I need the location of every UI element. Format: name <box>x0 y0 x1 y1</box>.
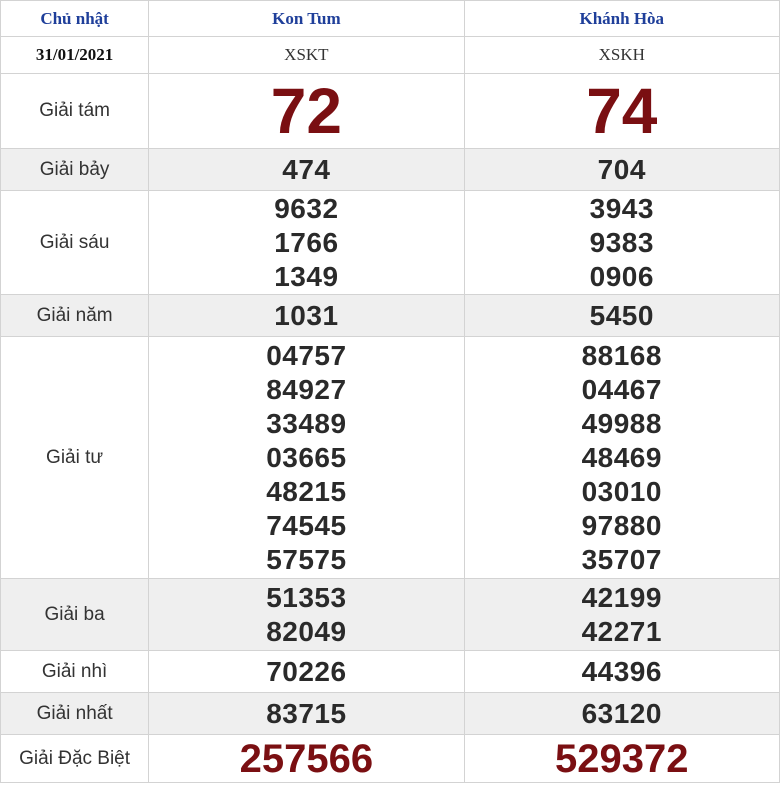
prize-number: 63120 <box>581 697 662 729</box>
prize-cell-giai-nhat-khanh-hoa <box>464 693 779 735</box>
draw-date: 31/01/2021 <box>1 37 149 74</box>
prize-cell-giai-bay-khanh-hoa <box>464 149 779 191</box>
province-code-khanh-hoa: XSKH <box>464 37 779 74</box>
prize-label-giai-bay: Giải bảy <box>1 149 149 191</box>
prize-number: 48469 <box>581 441 662 473</box>
prize-cell-giai-dac-biet-khanh-hoa <box>464 735 779 783</box>
prize-number: 44396 <box>581 655 662 687</box>
prize-number: 04467 <box>581 373 662 405</box>
prize-row-giai-bay <box>1 149 780 191</box>
prize-cell-giai-sau-kon-tum <box>149 191 464 295</box>
prize-row-giai-nhat <box>1 693 780 735</box>
prize-number: 03010 <box>581 475 662 507</box>
prize-number: 1766 <box>274 226 339 258</box>
prize-cell-giai-nam-khanh-hoa <box>464 295 779 337</box>
prize-number: 33489 <box>266 407 347 439</box>
prize-cell-giai-nhi-khanh-hoa <box>464 651 779 693</box>
prize-cell-giai-ba-khanh-hoa <box>464 579 779 651</box>
prize-number: 48215 <box>266 475 347 507</box>
prize-number: 04757 <box>266 339 347 371</box>
prize-cell-giai-nhi-kon-tum <box>149 651 464 693</box>
prize-row-giai-ba <box>1 579 780 651</box>
day-of-week: Chủ nhật <box>1 1 149 37</box>
prize-row-giai-nhi <box>1 651 780 693</box>
prize-number: 74 <box>586 75 658 147</box>
prize-cell-giai-tam-khanh-hoa <box>464 74 779 149</box>
special-prize-number: 529372 <box>555 736 689 781</box>
prize-number: 84927 <box>266 373 347 405</box>
prize-number: 704 <box>597 153 646 185</box>
prize-number: 57575 <box>266 543 347 575</box>
prize-number: 9632 <box>274 192 339 224</box>
prize-cell-giai-ba-kon-tum <box>149 579 464 651</box>
prize-label-giai-sau: Giải sáu <box>1 191 149 295</box>
prize-label-giai-nam: Giải năm <box>1 295 149 337</box>
province-name-khanh-hoa[interactable]: Khánh Hòa <box>464 1 779 37</box>
prize-number: 72 <box>270 75 342 147</box>
prize-row-giai-sau <box>1 191 780 295</box>
prize-number: 74545 <box>266 509 347 541</box>
prize-cell-giai-tam-kon-tum <box>149 74 464 149</box>
special-prize-number: 257566 <box>239 736 374 781</box>
prize-number: 3943 <box>589 192 654 224</box>
province-name-kon-tum[interactable]: Kon Tum <box>149 1 464 37</box>
prize-row-giai-nam <box>1 295 780 337</box>
prize-label-giai-ba: Giải ba <box>1 579 149 651</box>
prize-number: 42199 <box>581 581 662 613</box>
prize-number: 88168 <box>581 339 662 371</box>
prize-cell-giai-tu-kon-tum <box>149 337 464 579</box>
prize-number: 1031 <box>274 299 339 331</box>
prize-label-giai-nhat: Giải nhất <box>1 693 149 735</box>
prize-number: 51353 <box>266 581 347 613</box>
prize-number: 474 <box>282 153 331 185</box>
prize-cell-giai-nhat-kon-tum <box>149 693 464 735</box>
prize-number: 82049 <box>266 615 347 647</box>
prize-row-giai-dac-biet <box>1 735 780 783</box>
prize-number: 35707 <box>581 543 662 575</box>
prize-cell-giai-nam-kon-tum <box>149 295 464 337</box>
prize-number: 97880 <box>581 509 662 541</box>
prize-row-giai-tam <box>1 74 780 149</box>
prize-number: 83715 <box>266 697 347 729</box>
prize-label-giai-tu: Giải tư <box>1 337 149 579</box>
prize-cell-giai-dac-biet-kon-tum <box>149 735 464 783</box>
prize-number: 03665 <box>266 441 347 473</box>
prize-label-giai-dac-biet: Giải Đặc Biệt <box>1 735 149 783</box>
prize-number: 9383 <box>589 226 654 258</box>
header-row <box>1 1 780 37</box>
prize-cell-giai-bay-kon-tum <box>149 149 464 191</box>
prize-number: 1349 <box>274 260 339 292</box>
prize-label-giai-tam: Giải tám <box>1 74 149 149</box>
subheader-row <box>1 37 780 74</box>
prize-number: 5450 <box>589 299 654 331</box>
province-code-kon-tum: XSKT <box>149 37 464 74</box>
prize-number: 49988 <box>581 407 662 439</box>
prize-cell-giai-sau-khanh-hoa <box>464 191 779 295</box>
prize-label-giai-nhi: Giải nhì <box>1 651 149 693</box>
prize-number: 0906 <box>589 260 654 292</box>
prize-cell-giai-tu-khanh-hoa <box>464 337 779 579</box>
prize-number: 70226 <box>266 655 347 687</box>
prize-number: 42271 <box>581 615 662 647</box>
prize-row-giai-tu <box>1 337 780 579</box>
